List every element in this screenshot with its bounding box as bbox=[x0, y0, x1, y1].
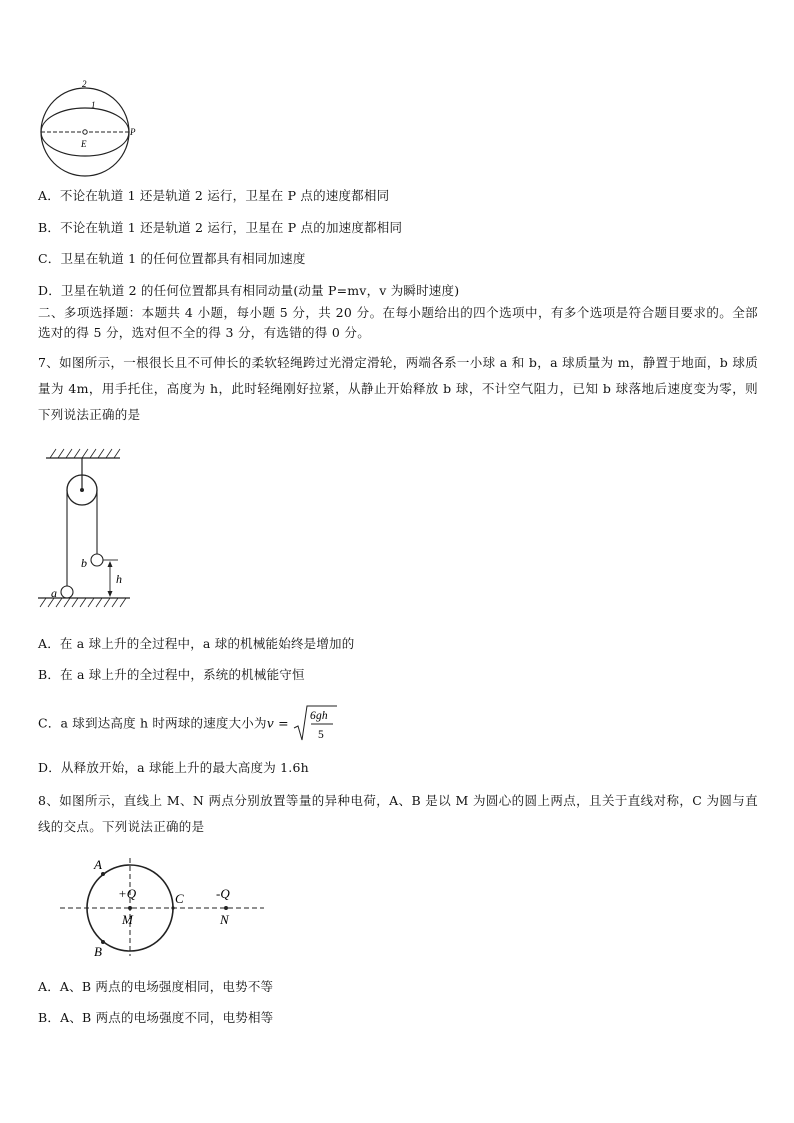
q6-option-b: B．不论在轨道 1 还是轨道 2 运行，卫星在 P 点的加速度都相同 bbox=[38, 220, 403, 235]
ball-b-label: b bbox=[81, 556, 87, 570]
q7-option-c-text: C．a 球到达高度 h 时两球的速度大小为 bbox=[38, 715, 267, 731]
label-minus-q: -Q bbox=[216, 886, 230, 901]
velocity-symbol: v = bbox=[266, 715, 289, 731]
point-a-dot bbox=[101, 872, 105, 876]
q7-stem: 7、如图所示，一根很长且不可伸长的柔软轻绳跨过光滑定滑轮，两端各系一小球 a 和 b，a 球质量为 m，静置于地面，b 球质量为 4m，用手托住，高度为 h，此时轻绳刚好拉紧，从静止开始释放 b 球，不计空气阻力，已知 b 球落地后速度变为零，则下列说法正确的是 bbox=[38, 355, 758, 422]
q8-stem: 8、如图所示，直线上 M、N 两点分别放置等量的异种电荷，A、B 是以 M 为圆心的圆上两点，且关于直线对称，C 为圆与直线的交点。下列说法正确的是 bbox=[38, 793, 758, 834]
label-n: N bbox=[220, 912, 229, 927]
q7-option-c bbox=[38, 704, 337, 744]
ball-b bbox=[91, 554, 103, 566]
q6-option-c: C．卫星在轨道 1 的任何位置都具有相同加速度 bbox=[38, 251, 306, 266]
q6-option-a: A．不论在轨道 1 还是轨道 2 运行，卫星在 P 点的速度都相同 bbox=[38, 188, 390, 203]
point-m-dot bbox=[128, 906, 132, 910]
orbit-figure bbox=[36, 76, 146, 176]
q7-option-a: A．在 a 球上升的全过程中，a 球的机械能始终是增加的 bbox=[38, 636, 355, 651]
ball-a bbox=[61, 586, 73, 598]
q7-option-b: B．在 a 球上升的全过程中，系统的机械能守恒 bbox=[38, 667, 305, 682]
sqrt-numerator: 6gh bbox=[310, 710, 328, 722]
label-plus-q: +Q bbox=[118, 886, 137, 901]
section-2-heading: 二、多项选择题：本题共 4 小题，每小题 5 分，共 20 分。在每小题给出的四个选项中，有多个选项是符合题目要求的。全部选对的得 5 分，选对但不全的得 3 分，有选错的得 0 分。 bbox=[38, 305, 758, 340]
ceiling-hatch bbox=[50, 449, 120, 458]
pulley-hub bbox=[80, 488, 84, 492]
sqrt-formula bbox=[293, 704, 337, 744]
orbit-1-label: 1 bbox=[91, 100, 96, 110]
q8-option-a: A．A、B 两点的电场强度相同，电势不等 bbox=[38, 979, 274, 994]
earth-center-dot bbox=[83, 130, 87, 134]
label-a: A bbox=[94, 857, 102, 872]
q8-option-b: B．A、B 两点的电场强度不同，电势相等 bbox=[38, 1010, 274, 1025]
label-c: C bbox=[175, 891, 184, 906]
orbit-2-label: 2 bbox=[82, 79, 87, 89]
q6-option-d: D．卫星在轨道 2 的任何位置都具有相同动量(动量 P=mv，v 为瞬时速度) bbox=[38, 283, 460, 298]
sqrt-denominator: 5 bbox=[318, 729, 324, 741]
point-c-dot bbox=[171, 906, 174, 909]
point-p-label: P bbox=[130, 127, 136, 137]
label-m: M bbox=[122, 912, 133, 927]
q7-option-d: D．从释放开始，a 球能上升的最大高度为 1.6h bbox=[38, 760, 309, 775]
point-n-dot bbox=[224, 906, 228, 910]
pulley-figure bbox=[36, 446, 136, 616]
charge-figure bbox=[58, 852, 268, 960]
label-b: B bbox=[94, 944, 102, 959]
earth-label: E bbox=[81, 139, 87, 149]
ball-a-label: a bbox=[51, 586, 57, 600]
height-label: h bbox=[116, 572, 122, 586]
